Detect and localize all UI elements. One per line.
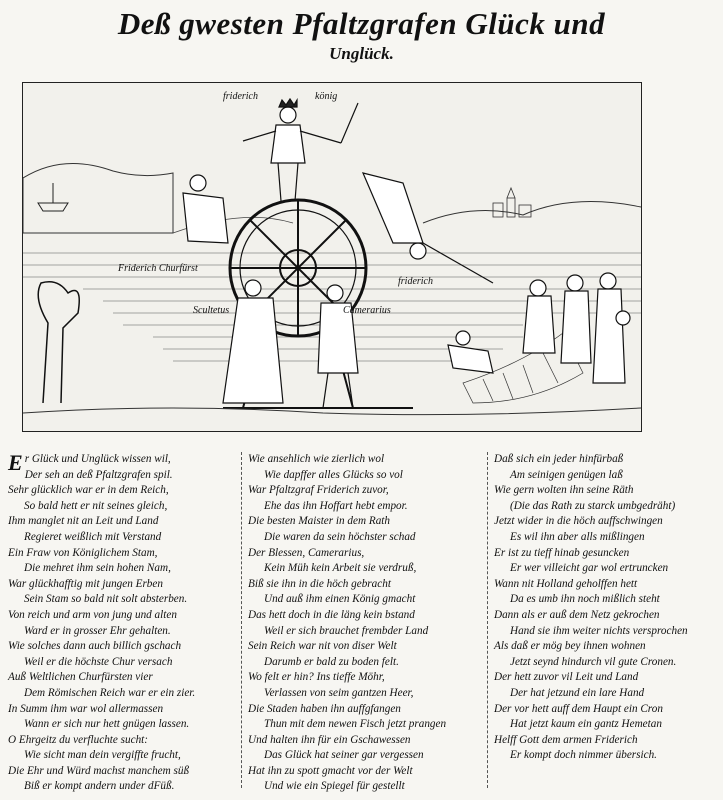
verse-line: Dem Römischen Reich war er ein zier. [24, 686, 196, 699]
verse-line: Verlassen von seim gantzen Heer, [264, 686, 414, 699]
verse-line: Regieret weißlich mit Verstand [24, 530, 162, 543]
verse-line: Wie sicht man dein vergiffte frucht, [24, 749, 181, 762]
right-hills [423, 202, 641, 223]
ship [38, 183, 68, 211]
verse-line: Und auß ihm einen König gmacht [264, 593, 416, 606]
verse-line: Er kompt doch nimmer übersich. [510, 749, 657, 762]
verse-line: Dann als er auß dem Netz gekrochen [494, 608, 660, 621]
turner-right [318, 285, 358, 408]
verse-line: Die Staden haben ihn auffgfangen [248, 702, 401, 715]
verse-line: Es wil ihn aber alls mißlingen [510, 530, 645, 543]
verse-line: O Ehrgeitz du verfluchte sucht: [8, 733, 149, 746]
verse-line: Das hett doch in die läng kein bstand [248, 608, 415, 621]
woodcut-illustration [22, 82, 642, 432]
verse-line: In Summ ihm war wol allermassen [8, 702, 164, 715]
verse-line: Ein Fraw von Königlichem Stam, [8, 546, 158, 559]
title-line-1: Deß gwesten Pfaltzgrafen Glück und [117, 6, 606, 41]
crowned-figure-top [243, 99, 358, 201]
woodcut-drawing [23, 83, 641, 431]
verse-line: Hat jetzt kaum ein gantz Hemetan [510, 718, 662, 731]
caption-scultetus: Scultetus [193, 305, 230, 316]
verse-line: Die besten Maister in dem Rath [248, 515, 390, 528]
verse-line: Biß er kompt andern under dFüß. [24, 780, 175, 793]
verse-line: Wann nit Holland geholffen hett [494, 577, 638, 590]
verse-line: Sehr glücklich war er in dem Reich, [8, 484, 169, 497]
verse-line: Die mehret ihm sein hohen Nam, [24, 562, 171, 575]
verse-line: Sein Reich war nit von diser Welt [248, 640, 397, 653]
verse-line: Der Blessen, Camerarius, [248, 546, 365, 559]
verse-line: War Pfaltzgraf Friderich zuvor, [248, 484, 389, 497]
verse-line: Das Glück hat seiner gar vergessen [264, 749, 424, 762]
tree [38, 282, 79, 403]
verse-line: Er Glück und Unglück wissen wil, [8, 450, 171, 475]
column-divider-1 [241, 452, 242, 788]
verse-line: Der hat jetzund ein lare Hand [510, 686, 645, 699]
verse-line: Ihm manglet nit an Leit und Land [8, 515, 159, 528]
verse-line: Er ist zu tieff hinab gesuncken [494, 546, 630, 559]
verse-line: Daß sich ein jeder hinfürbaß [494, 453, 624, 465]
verse-line: Helff Gott dem armen Friderich [494, 733, 638, 746]
verse-line: Er wer villeicht gar wol ertruncken [510, 562, 669, 575]
verse-line: Wo felt er hin? Ins tieffe Möhr, [248, 671, 385, 684]
verse-line: Auß Weltlichen Churfürsten vier [8, 671, 153, 684]
verse-line: Biß sie ihn in die höch gebracht [248, 577, 391, 590]
caption-friderich-right: friderich [398, 276, 433, 287]
verse-line: Darumb er bald zu boden felt. [264, 655, 399, 668]
verse-line: Wie dapffer alles Glücks so vol [264, 468, 403, 481]
verse-line: Der hett zuvor vil Leit und Land [494, 671, 639, 684]
verse-line: Wann er sich nur hett gnügen lassen. [24, 718, 190, 731]
verse-line: Kein Müh kein Arbeit sie verdruß, [264, 562, 417, 575]
verse-line: Hand sie ihm weiter nichts versprochen [510, 624, 688, 637]
verse-line: Als daß er mög bey ihnen wohnen [494, 640, 646, 653]
broadsheet-title [0, 8, 723, 62]
verse-line: So bald hett er nit seines gleich, [24, 499, 168, 512]
caption-friderich-top: friderich [223, 91, 258, 102]
verse-line: Wie gern wolten ihn seine Räth [494, 484, 634, 497]
caption-koenig: könig [315, 91, 338, 102]
verse-line: Hat ihn zu spott gmacht vor der Welt [248, 764, 413, 777]
figure-left [183, 175, 228, 243]
verse-line: Da es umb ihn noch mißlich steht [510, 593, 660, 606]
verse-line: Ward er in grosser Ehr gehalten. [24, 624, 171, 637]
verse-column-1 [8, 452, 236, 795]
verse-line: Wie solches dann auch billich gschach [8, 640, 182, 653]
column-divider-2 [487, 452, 488, 788]
verse-line: Ehe das ihn Hoffart hebt empor. [264, 499, 408, 512]
verse-line: Der seh an deß Pfaltzgrafen spil. [24, 468, 173, 481]
verse-line: Thun mit dem newen Fisch jetzt prangen [264, 718, 447, 731]
verse-line: Die waren da sein höchster schad [264, 530, 416, 543]
verse-line: Und wie ein Spiegel für gestellt [264, 780, 405, 793]
left-hills [23, 163, 173, 233]
verse-line: Die Ehr und Würd machst manchem süß [8, 764, 190, 777]
verse-line: Sein Stam so bald nit solt absterben. [24, 593, 188, 606]
verse-line: War glückhafftig mit jungen Erben [8, 577, 163, 590]
verse-line: Wie ansehlich wie zierlich wol [248, 453, 385, 465]
fishermen [523, 273, 630, 383]
turner-left [223, 280, 283, 403]
verse-column-2 [248, 452, 480, 795]
verse-line: (Die das Rath zu starck umbgedräht) [510, 499, 676, 512]
verse-line: Der vor hett auff dem Haupt ein Cron [494, 702, 663, 715]
caption-camerarius: Camerarius [343, 305, 391, 316]
verse-line: Von reich und arm von jung und alten [8, 608, 177, 621]
verse-column-3 [494, 452, 720, 764]
title-line-2: Unglück. [329, 44, 394, 63]
caption-friderich-churfuerst: Friderich Churfürst [118, 263, 198, 274]
verse-line: Weil er sich brauchet frembder Land [264, 624, 429, 637]
verse-line: Weil er die höchste Chur versach [24, 655, 173, 668]
figure-falling-right [363, 173, 493, 283]
verse-line: Jetzt seynd hindurch vil gute Cronen. [510, 655, 677, 668]
verse-line: Jetzt wider in die höch auffschwingen [494, 515, 663, 528]
verse-line: Und halten ihn für ein Gschawessen [248, 733, 411, 746]
verse-line: Am seinigen genügen laß [510, 468, 623, 481]
